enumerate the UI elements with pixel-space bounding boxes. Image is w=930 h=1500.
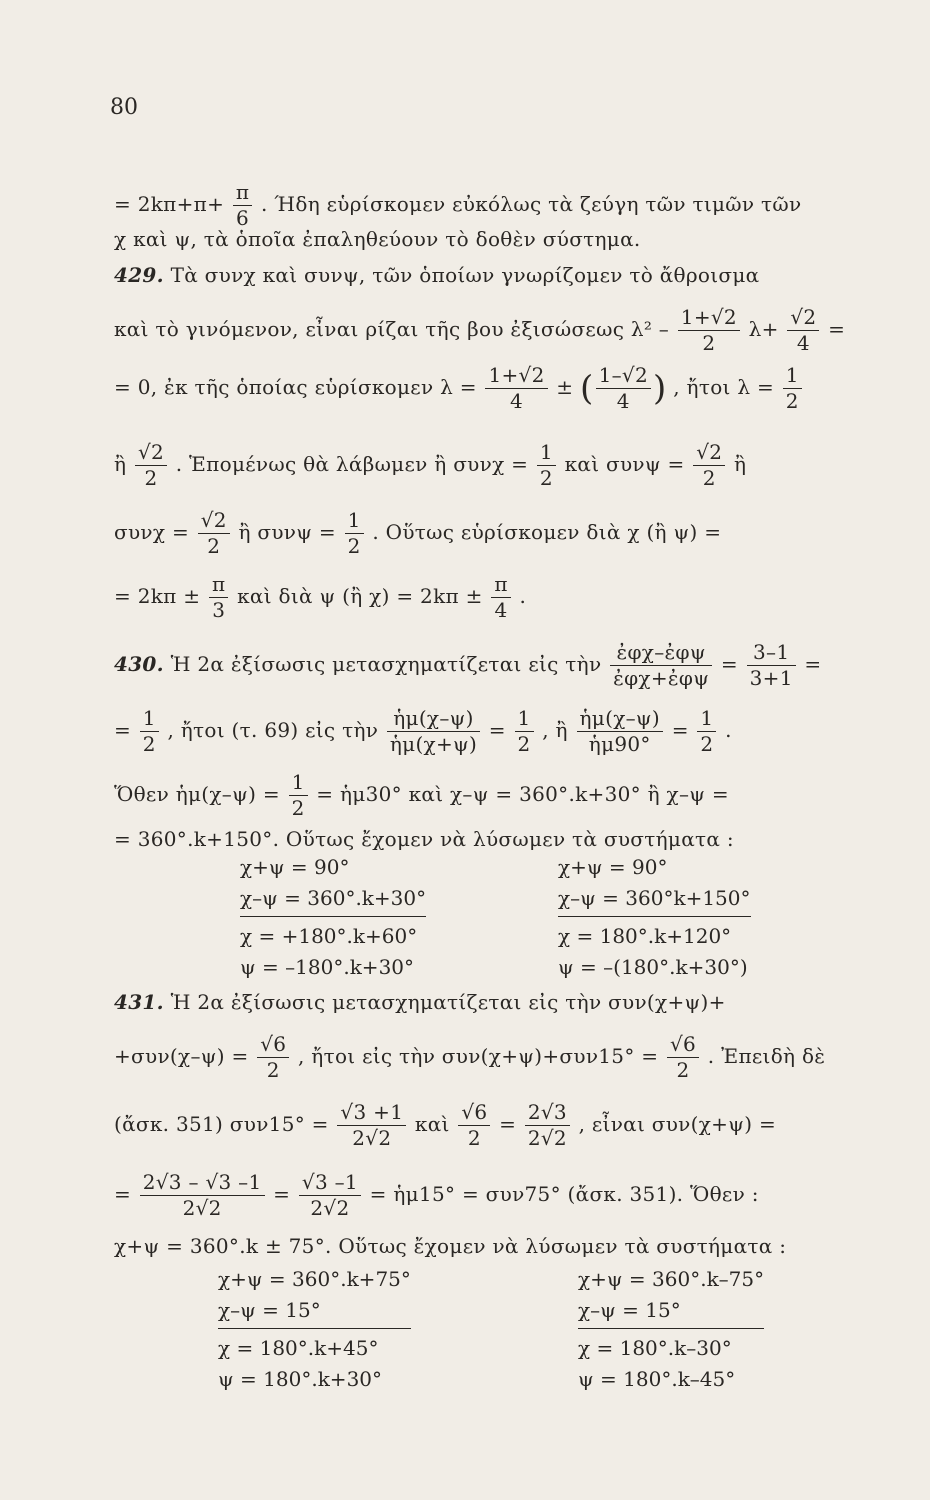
text-run: =: [671, 718, 689, 742]
fraction: [610, 640, 712, 691]
numerator: √2: [135, 440, 167, 466]
numerator: √3 –1: [299, 1170, 361, 1196]
text-run: Ὅθεν ἡμ(χ–ψ) =: [114, 782, 280, 806]
text-run: ἢ συνψ =: [238, 520, 336, 544]
text-line: [114, 992, 870, 1012]
equation: ψ = 180°.k–45°: [578, 1367, 736, 1391]
text-line: [114, 706, 870, 757]
text-run: , ἤτοι (τ. 69) εἰς τὴν: [167, 718, 379, 742]
fraction: [209, 572, 228, 623]
text-line: [114, 265, 870, 285]
denominator: 2: [467, 1126, 481, 1150]
text-line: [114, 1032, 870, 1083]
denominator: 2: [539, 466, 553, 490]
denominator: 2: [291, 796, 305, 820]
fraction: [667, 1032, 699, 1083]
text-run: λ+: [748, 317, 779, 341]
numerator: 3–1: [747, 640, 796, 666]
denominator: 2√2: [310, 1196, 350, 1220]
numerator: 1: [697, 706, 716, 732]
denominator: 2√2: [182, 1196, 222, 1220]
equation: χ–ψ = 15°: [578, 1298, 681, 1322]
text-run: καὶ τὸ γινόμενον, εἶναι ρίζαι τῆς βου ἐξισώσεως λ² –: [114, 317, 670, 341]
equation: χ = +180°.k+60°: [240, 924, 418, 948]
exercise-number: 429.: [114, 263, 164, 287]
denominator: 2: [347, 534, 361, 558]
fraction: [337, 1100, 406, 1151]
sum-rule: [578, 1328, 764, 1329]
fraction: [491, 572, 510, 623]
text-line: χ καὶ ψ, τὰ ὁποῖα ἐπαληθεύουν τὸ δοθὲν σύστημα.: [114, 227, 641, 251]
numerator: 1: [140, 706, 159, 732]
text-run: . Ἐπειδὴ δὲ: [707, 1044, 826, 1068]
numerator: √6: [458, 1100, 490, 1126]
text-run: , ἤτοι λ =: [673, 375, 775, 399]
text-line: [114, 305, 870, 356]
fraction: [697, 706, 716, 757]
fraction: [485, 363, 547, 414]
numerator: π: [209, 572, 228, 598]
text-run: . Ἑπομένως θὰ λάβωμεν ἢ συνχ =: [175, 452, 529, 476]
text-run: Ἡ 2α ἐξίσωσις μετασχηματίζεται εἰς τὴν: [163, 652, 602, 676]
text-run: =: [499, 1112, 517, 1136]
denominator: 3+1: [749, 666, 793, 690]
text-line: χ+ψ = 360°.k ± 75°. Οὕτως ἔχομεν νὰ λύσωμεν τὰ συστήματα :: [114, 1234, 787, 1258]
equation: χ–ψ = 360°k+150°: [558, 886, 751, 910]
text-run: ±: [556, 375, 574, 399]
text-run: =: [804, 652, 822, 676]
fraction: [387, 706, 480, 757]
text-run: .: [519, 584, 527, 608]
fraction: [783, 363, 802, 414]
text-run: =: [114, 1182, 132, 1206]
text-run: , ἢ: [542, 718, 568, 742]
denominator: 6: [236, 206, 250, 230]
numerator: ἐφχ–ἐφψ: [610, 640, 712, 666]
text-line: = 360°.k+150°. Οὕτως ἔχομεν νὰ λύσωμεν τὰ συστήματα :: [114, 827, 734, 851]
equation: χ+ψ = 360°.k–75°: [578, 1267, 765, 1291]
fraction: [140, 706, 159, 757]
text-run: =: [273, 1182, 291, 1206]
sum-rule: [218, 1328, 411, 1329]
text-run: καὶ συνψ =: [564, 452, 685, 476]
numerator: √6: [257, 1032, 289, 1058]
numerator: 1+√2: [678, 305, 740, 331]
fraction: [345, 508, 364, 559]
fraction: [289, 770, 308, 821]
denominator: ἡμ90°: [588, 732, 651, 756]
denominator: 2: [702, 331, 716, 355]
text-line: [114, 1100, 870, 1151]
text-run: καὶ: [414, 1112, 450, 1136]
text-run: = 2kπ ±: [114, 584, 201, 608]
text-run: συνχ =: [114, 520, 190, 544]
denominator: 2: [702, 466, 716, 490]
fraction: [299, 1170, 361, 1221]
fraction: [198, 508, 230, 559]
denominator: ἡμ(χ+ψ): [389, 732, 478, 756]
text-run: =: [720, 652, 738, 676]
numerator: 1+√2: [485, 363, 547, 389]
text-run: , εἶναι συν(χ+ψ) =: [578, 1112, 777, 1136]
equation: ψ = –180°.k+30°: [240, 955, 415, 979]
numerator: 1: [537, 440, 556, 466]
text-run: Ἡ 2α ἐξίσωσις μετασχηματίζεται εἰς τὴν συν(χ+ψ)+: [163, 990, 726, 1014]
denominator: 2: [785, 389, 799, 413]
fraction: [233, 180, 252, 231]
numerator: √6: [667, 1032, 699, 1058]
denominator: 2: [700, 732, 714, 756]
left-paren: (: [580, 368, 594, 409]
fraction: [596, 363, 651, 414]
text-run: ἢ: [734, 452, 747, 476]
fraction: [747, 640, 796, 691]
exercise-number: 431.: [114, 990, 164, 1014]
exercise-number: 430.: [114, 652, 164, 676]
numerator: ἡμ(χ–ψ): [577, 706, 664, 732]
numerator: 1: [515, 706, 534, 732]
denominator: 4: [796, 331, 810, 355]
text-line: [114, 363, 870, 414]
fraction: [577, 706, 664, 757]
text-line: [114, 1170, 870, 1221]
denominator: 4: [494, 598, 508, 622]
numerator: 2√3: [525, 1100, 570, 1126]
sum-rule: [558, 916, 751, 917]
equation-system-right: [558, 852, 751, 983]
text-line: [114, 640, 870, 691]
numerator: √3 +1: [337, 1100, 406, 1126]
numerator: 1–√2: [596, 363, 651, 389]
fraction: [678, 305, 740, 356]
text-line: [114, 440, 870, 491]
numerator: √2: [693, 440, 725, 466]
sum-rule: [240, 916, 426, 917]
equation: χ = 180°.k+120°: [558, 924, 732, 948]
numerator: π: [233, 180, 252, 206]
text-run: +συν(χ–ψ) =: [114, 1044, 249, 1068]
text-line: [114, 770, 870, 821]
equation-system-left: [240, 852, 426, 983]
equation: χ = 180°.k–30°: [578, 1336, 732, 1360]
page-number: 80: [110, 95, 138, 120]
denominator: 2: [266, 1058, 280, 1082]
numerator: ἡμ(χ–ψ): [387, 706, 480, 732]
numerator: √2: [198, 508, 230, 534]
numerator: 1: [289, 770, 308, 796]
text-run: , ἤτοι εἰς τὴν συν(χ+ψ)+συν15° =: [297, 1044, 659, 1068]
text-line: [114, 572, 870, 623]
text-run: =: [114, 718, 132, 742]
equation-system-right: [578, 1264, 764, 1395]
fraction: [537, 440, 556, 491]
fraction: [458, 1100, 490, 1151]
text-run: (ἄσκ. 351) συν15° =: [114, 1112, 329, 1136]
text-run: ἢ: [114, 452, 127, 476]
text-run: . Ήδη εὑρίσκομεν εὐκόλως τὰ ζεύγη τῶν τιμῶν τῶν: [260, 192, 802, 216]
fraction: [693, 440, 725, 491]
text-run: καὶ διὰ ψ (ἢ χ) = 2kπ ±: [237, 584, 483, 608]
numerator: 2√3 – √3 –1: [140, 1170, 265, 1196]
equation-system-left: [218, 1264, 411, 1395]
text-run: = 2kπ+π+: [114, 192, 225, 216]
text-run: Τὰ συνχ καὶ συνψ, τῶν ὁποίων γνωρίζομεν τὸ ἄθροισμα: [163, 263, 760, 287]
text-run: = ἡμ15° = συν75° (ἄσκ. 351). Ὅθεν :: [369, 1182, 759, 1206]
text-run: =: [488, 718, 506, 742]
equation: χ+ψ = 90°: [240, 855, 350, 879]
right-paren: ): [652, 368, 667, 409]
text-run: = ἡμ30° καὶ χ–ψ = 360°.k+30° ἢ χ–ψ =: [316, 782, 729, 806]
equation: χ+ψ = 90°: [558, 855, 668, 879]
equation: ψ = 180°.k+30°: [218, 1367, 383, 1391]
fraction: [515, 706, 534, 757]
text-line: [114, 180, 870, 231]
equation: χ–ψ = 15°: [218, 1298, 321, 1322]
equation: χ+ψ = 360°.k+75°: [218, 1267, 411, 1291]
denominator: 2: [207, 534, 221, 558]
denominator: 4: [510, 389, 524, 413]
denominator: 2√2: [352, 1126, 392, 1150]
text-run: = 0, ἐκ τῆς ὁποίας εὑρίσκομεν λ =: [114, 375, 477, 399]
text-line: [114, 508, 870, 559]
denominator: 2: [676, 1058, 690, 1082]
fraction: [787, 305, 819, 356]
text-run: . Οὕτως εὑρίσκομεν διὰ χ (ἢ ψ) =: [372, 520, 722, 544]
equation: ψ = –(180°.k+30°): [558, 955, 748, 979]
text-run: .: [725, 718, 732, 742]
fraction: [135, 440, 167, 491]
denominator: 2: [144, 466, 158, 490]
equation: χ = 180°.k+45°: [218, 1336, 379, 1360]
numerator: 1: [783, 363, 802, 389]
equation: χ–ψ = 360°.k+30°: [240, 886, 427, 910]
denominator: ἐφχ+ἐφψ: [613, 666, 710, 690]
numerator: √2: [787, 305, 819, 331]
text-run: =: [828, 317, 846, 341]
numerator: π: [491, 572, 510, 598]
fraction: [257, 1032, 289, 1083]
numerator: 1: [345, 508, 364, 534]
denominator: 2: [142, 732, 156, 756]
fraction: [525, 1100, 570, 1151]
fraction: [140, 1170, 265, 1221]
denominator: 3: [212, 598, 226, 622]
denominator: 2: [517, 732, 531, 756]
denominator: 2√2: [527, 1126, 567, 1150]
denominator: 4: [616, 389, 630, 413]
